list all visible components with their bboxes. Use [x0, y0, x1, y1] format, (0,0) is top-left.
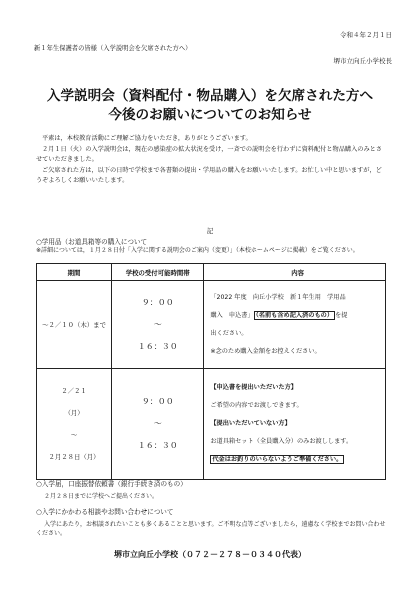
title-line-2: 今後のお願いについてのお知らせ	[108, 107, 312, 123]
row2-line-1: 【申込書を提出いただいた方】	[210, 384, 297, 391]
title-line-1: 入学説明会（資料配付・物品購入）を欠席された方へ	[46, 88, 374, 104]
row2-line-4: お道具箱セット（全員購入分）のみお渡しします。	[210, 438, 353, 445]
section-3-heading: ○入学にかかわる相談やお問い合わせについて	[36, 508, 174, 516]
row1-period: ～２／１０（木）まで	[37, 281, 112, 369]
row2-tilde: ～	[70, 431, 78, 439]
row2-period-weekday: （月）	[64, 409, 84, 417]
section-3-text: 入学にあたり，お相談されたいことも多くあることと思います。ご不明な点等ございましたら，遠慮なく学校までお問い合わせください。	[36, 521, 386, 537]
row2-hours	[112, 369, 204, 480]
row1-submit-text: を提	[335, 311, 348, 319]
table-row	[37, 281, 386, 369]
row1-line-2	[210, 307, 385, 325]
row1-line-4: ※念のため購入金額をお控えください。	[210, 347, 321, 355]
table-row	[37, 369, 386, 480]
schedule-table	[36, 263, 386, 480]
row1-line-1: 「2022 年度 向丘小学校 新１年生用 学用品	[210, 293, 346, 301]
row2-line-3: 【提出いただいていない方】	[210, 420, 291, 427]
row2-period-start: ２／２１	[61, 387, 87, 395]
row2-period-end: ２月２８日（月）	[48, 453, 100, 461]
row2-time-end: １６：３０	[137, 441, 178, 450]
row2-payment-note: 代金はお釣りのいらないようご準備ください。	[212, 456, 343, 463]
body-paragraph-2: ２月１日（火）の入学説明会は，現在の感染症の拡大状況を受け，一斉での説明会を行わずに資料配付と物品購入のみとさせていただきました。	[36, 146, 383, 163]
table-header-row	[37, 264, 386, 281]
body-paragraph-3: ご欠席された方は，以下の日時で学校まで各書類の提出・学用品の購入をお願いいたします。お忙しい中と思いますが，どうぞよろしくお願いいたします。	[36, 167, 382, 184]
row1-form-name: 購入 申込書」	[210, 311, 254, 319]
row2-line-5	[210, 451, 385, 469]
row2-period	[37, 369, 112, 480]
issue-date: 令和４年２月１日	[340, 31, 392, 39]
body-paragraph-1: 平素は，本校教育活動にご理解ご協力をいただき，ありがとうございます。	[42, 135, 252, 142]
row2-time-start: ９：００	[141, 397, 174, 406]
row1-time-start: ９：００	[141, 297, 174, 307]
section-2-text: ２月２８日までに学校へご提出ください。	[44, 493, 159, 500]
recipient: 新１年生保護者の皆様（入学説明会を欠席された方へ）	[34, 45, 192, 52]
row2-line-2: ご希望の内容でお渡しできます。	[210, 402, 303, 409]
section-2-heading: ○入学届，口座振替依頼書（銀行手続き済のもの）	[36, 480, 187, 488]
header-hours: 学校の受付可能時間帯	[112, 264, 204, 281]
section-1-note: ※詳細については，１月２８日付「入学に関する説明会のご案内（変更）」（本校ホームページに掲載）をご覧ください。	[36, 247, 359, 254]
contact-info: 堺市立向丘小学校（０７２－２７８－０３４０代表）	[114, 550, 306, 559]
row2-content	[204, 369, 386, 480]
row1-boxed-note: （名前も含め記入済のもの）	[255, 311, 334, 319]
row1-line-3: 出ください。	[210, 329, 248, 337]
row1-content	[204, 281, 386, 369]
header-period: 期間	[37, 264, 112, 281]
row1-hours	[112, 281, 204, 369]
row1-tilde: ～	[153, 319, 162, 329]
row2-tilde-time: ～	[153, 419, 162, 428]
row1-time-end: １６：３０	[137, 341, 178, 351]
sender: 堺市立向丘小学校長	[333, 57, 392, 65]
section-1-heading: ○学用品（お道具箱等の購入について	[36, 238, 148, 246]
ki-heading: 記	[206, 227, 214, 235]
header-content: 内容	[204, 264, 386, 281]
